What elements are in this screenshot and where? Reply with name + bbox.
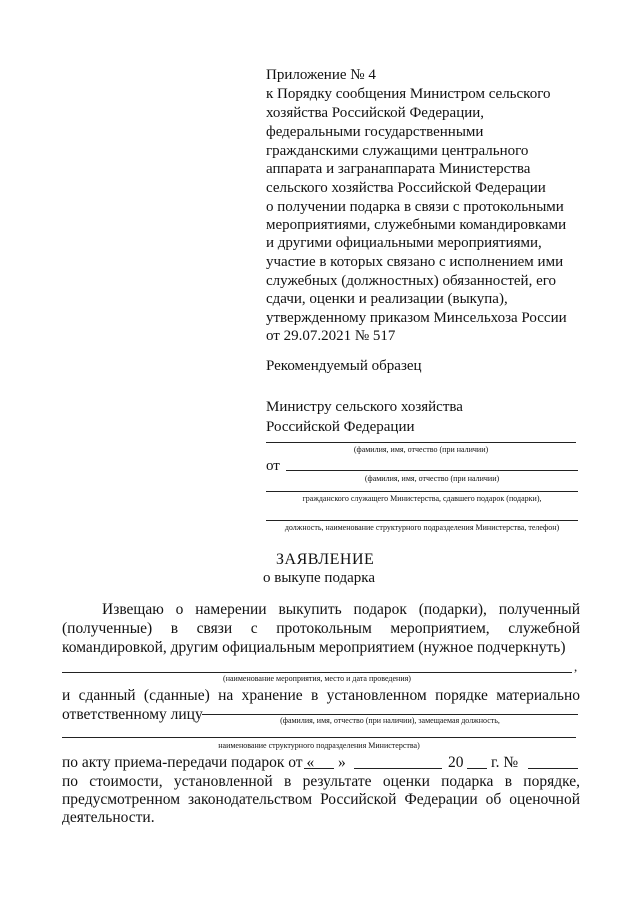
act-quote: » (338, 754, 346, 771)
act-year-prefix: 20 (448, 754, 464, 771)
body-line: деятельности. (62, 809, 155, 826)
unit-line[interactable] (62, 737, 576, 738)
appendix-line: о получении подарка в связи с протокольными (266, 199, 564, 215)
from-label: от (266, 458, 280, 474)
appendix-line: к Порядку сообщения Министром сельского (266, 86, 551, 102)
document-subtitle: о выкупе подарка (263, 570, 376, 586)
act-number-field[interactable] (528, 768, 578, 769)
unit-caption: наименование структурного подразделения Министерства) (218, 741, 420, 750)
appendix-line: хозяйства Российской Федерации, (266, 105, 485, 121)
position-line[interactable] (266, 520, 578, 521)
appendix-line: федеральными государственными (266, 124, 484, 140)
appendix-line: служебных (должностных) обязанностей, его (266, 273, 557, 289)
act-month-field[interactable] (354, 768, 442, 769)
responsible-person-line[interactable] (202, 714, 578, 715)
appendix-line: участие в которых связано с исполнением ими (266, 254, 564, 270)
document-title: ЗАЯВЛЕНИЕ (276, 551, 375, 568)
body-line: по стоимости, установленной в результате оценки подарка в порядке, (62, 773, 580, 790)
responsible-person-caption: (фамилия, имя, отчество (при наличии), замещаемая должность, (280, 716, 500, 725)
body-line: предусмотренном законодательством Российской Федерации об оценочной (62, 791, 580, 808)
body-line: Извещаю о намерении выкупить подарок (подарки), полученный (102, 601, 580, 618)
event-line[interactable] (62, 672, 572, 673)
event-caption: (наименование мероприятия, место и дата проведения) (223, 674, 411, 683)
addressee-line-1: Министру сельского хозяйства (266, 399, 463, 415)
employee-line[interactable] (266, 491, 578, 492)
name-caption: (фамилия, имя, отчество (при наличии) (353, 445, 489, 454)
appendix-line: Приложение № 4 (266, 67, 376, 83)
from-name-line[interactable] (286, 470, 578, 471)
appendix-line: от 29.07.2021 № 517 (266, 328, 396, 344)
appendix-line: утвержденному приказом Минсельхоза России (266, 310, 567, 326)
appendix-line: мероприятиями, служебными командировками (266, 217, 567, 233)
name-line[interactable] (266, 442, 576, 443)
body-line: ответственному лицу (62, 706, 203, 723)
appendix-line: аппарата и загранаппарата Министерства (266, 161, 531, 177)
from-name-caption: (фамилия, имя, отчество (при наличии) (364, 474, 500, 483)
position-caption: должность, наименование структурного подразделения Министерства, телефон) (284, 523, 560, 532)
appendix-line: сдачи, оценки и реализации (выкупа), (266, 291, 508, 307)
act-year-field[interactable] (467, 768, 487, 769)
comma: , (574, 659, 578, 674)
employee-caption: гражданского служащего Министерства, сдавшего подарок (подарки), (302, 494, 542, 503)
body-line: и сданный (сданные) на хранение в установленном порядке материально (62, 687, 580, 704)
act-prefix: по акту приема-передачи подарок от « (62, 754, 315, 771)
body-line: командировкой, другим официальным мероприятием (нужное подчеркнуть) (62, 639, 566, 656)
act-number-label: г. № (491, 754, 519, 771)
body-line: (полученные) в связи с протокольным мероприятием, служебной (62, 620, 580, 637)
recommended-sample-label: Рекомендуемый образец (266, 358, 422, 374)
appendix-line: и другими официальными мероприятиями, (266, 235, 542, 251)
addressee-line-2: Российской Федерации (266, 419, 415, 435)
appendix-line: сельского хозяйства Российской Федерации (266, 180, 546, 196)
appendix-line: гражданскими служащими центрального (266, 143, 529, 159)
act-day-field[interactable] (304, 768, 334, 769)
